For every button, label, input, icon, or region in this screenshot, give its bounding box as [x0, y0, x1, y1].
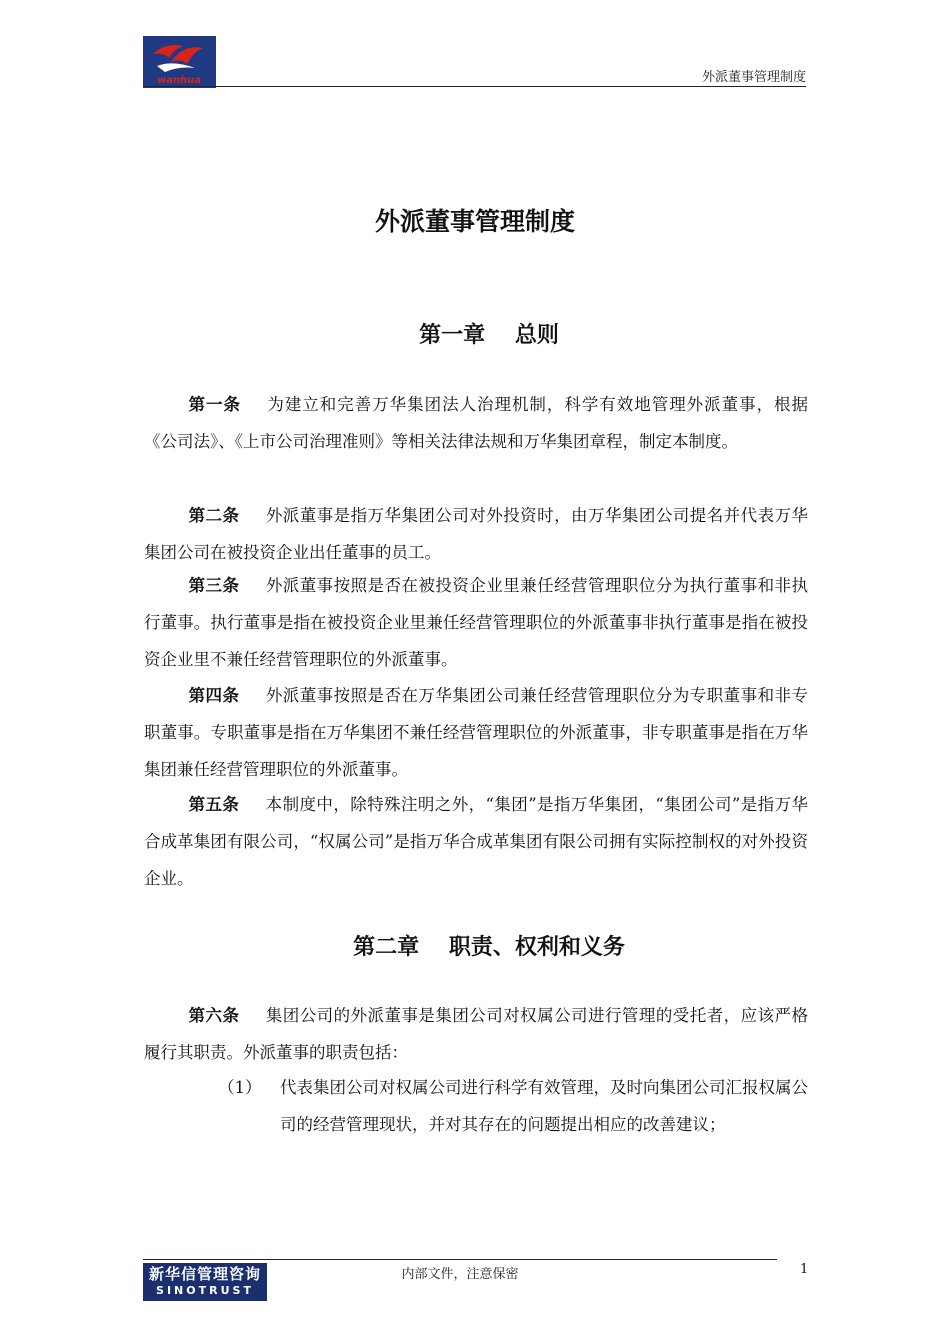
article-text: 为建立和完善万华集团法人治理机制，科学有效地管理外派董事，根据《公司法》、《上市公司治理准则》等相关法律法规和万华集团章程，制定本制度。 — [144, 395, 809, 451]
article-5 — [144, 786, 808, 897]
company-logo — [143, 36, 216, 88]
article-label: 第一条 — [188, 395, 241, 414]
article-text: 外派董事按照是否在万华集团公司兼任经营管理职位分为专职董事和非专职董事。专职董事是指在万华集团不兼任经营管理职位的外派董事，非专职董事是指在万华集团兼任经营管理职位的外派董事。 — [144, 686, 809, 779]
footer-divider — [143, 1259, 777, 1260]
list-number: （1） — [218, 1078, 262, 1097]
page-number: 1 — [800, 1262, 809, 1277]
document-title: 外派董事管理制度 — [374, 207, 575, 236]
list-text: 代表集团公司对权属公司进行科学有效管理，及时向集团公司汇报权属公司的经营管理现状，并对其存在的问题提出相应的改善建议； — [280, 1078, 808, 1134]
consultancy-logo-cn: 新华信管理咨询 — [148, 1265, 261, 1283]
chapter-2-heading: 第二章 职责、权利和义务 — [353, 935, 625, 960]
article-1 — [144, 386, 808, 460]
consultancy-logo-en: SINOTRUST — [156, 1284, 254, 1297]
article-label: 第三条 — [188, 576, 240, 595]
confidential-notice: 内部文件，注意保密 — [401, 1267, 519, 1282]
logo-wordmark: wanhua — [156, 75, 202, 86]
article-text: 外派董事按照是否在被投资企业里兼任经营管理职位分为执行董事和非执行董事。执行董事是指在被投资企业里兼任经营管理职位的外派董事非执行董事是指在被投资企业里不兼任经营管理职位的外派董事。 — [144, 576, 809, 669]
article-label: 第四条 — [188, 686, 240, 705]
header-title: 外派董事管理制度 — [701, 70, 806, 85]
article-4 — [144, 677, 808, 788]
header-divider — [143, 86, 806, 87]
chapter-1-heading: 第一章 总则 — [419, 323, 559, 348]
article-3 — [144, 567, 808, 678]
article-label: 第二条 — [188, 506, 240, 525]
duty-list-item — [218, 1069, 808, 1181]
article-text: 外派董事是指万华集团公司对外投资时，由万华集团公司提名并代表万华集团公司在被投资企业出任董事的员工。 — [144, 506, 809, 562]
article-text: 集团公司的外派董事是集团公司对权属公司进行管理的受托者，应该严格履行其职责。外派董事的职责包括： — [144, 1006, 809, 1062]
article-text: 本制度中，除特殊注明之外，“集团”是指万华集团，“集团公司”是指万华合成革集团有限公司，“权属公司”是指万华合成革集团有限公司拥有实际控制权的对外投资企业。 — [144, 795, 808, 888]
article-2 — [144, 497, 808, 571]
article-label: 第五条 — [188, 795, 240, 814]
article-label: 第六条 — [188, 1006, 240, 1025]
article-6 — [144, 997, 808, 1071]
